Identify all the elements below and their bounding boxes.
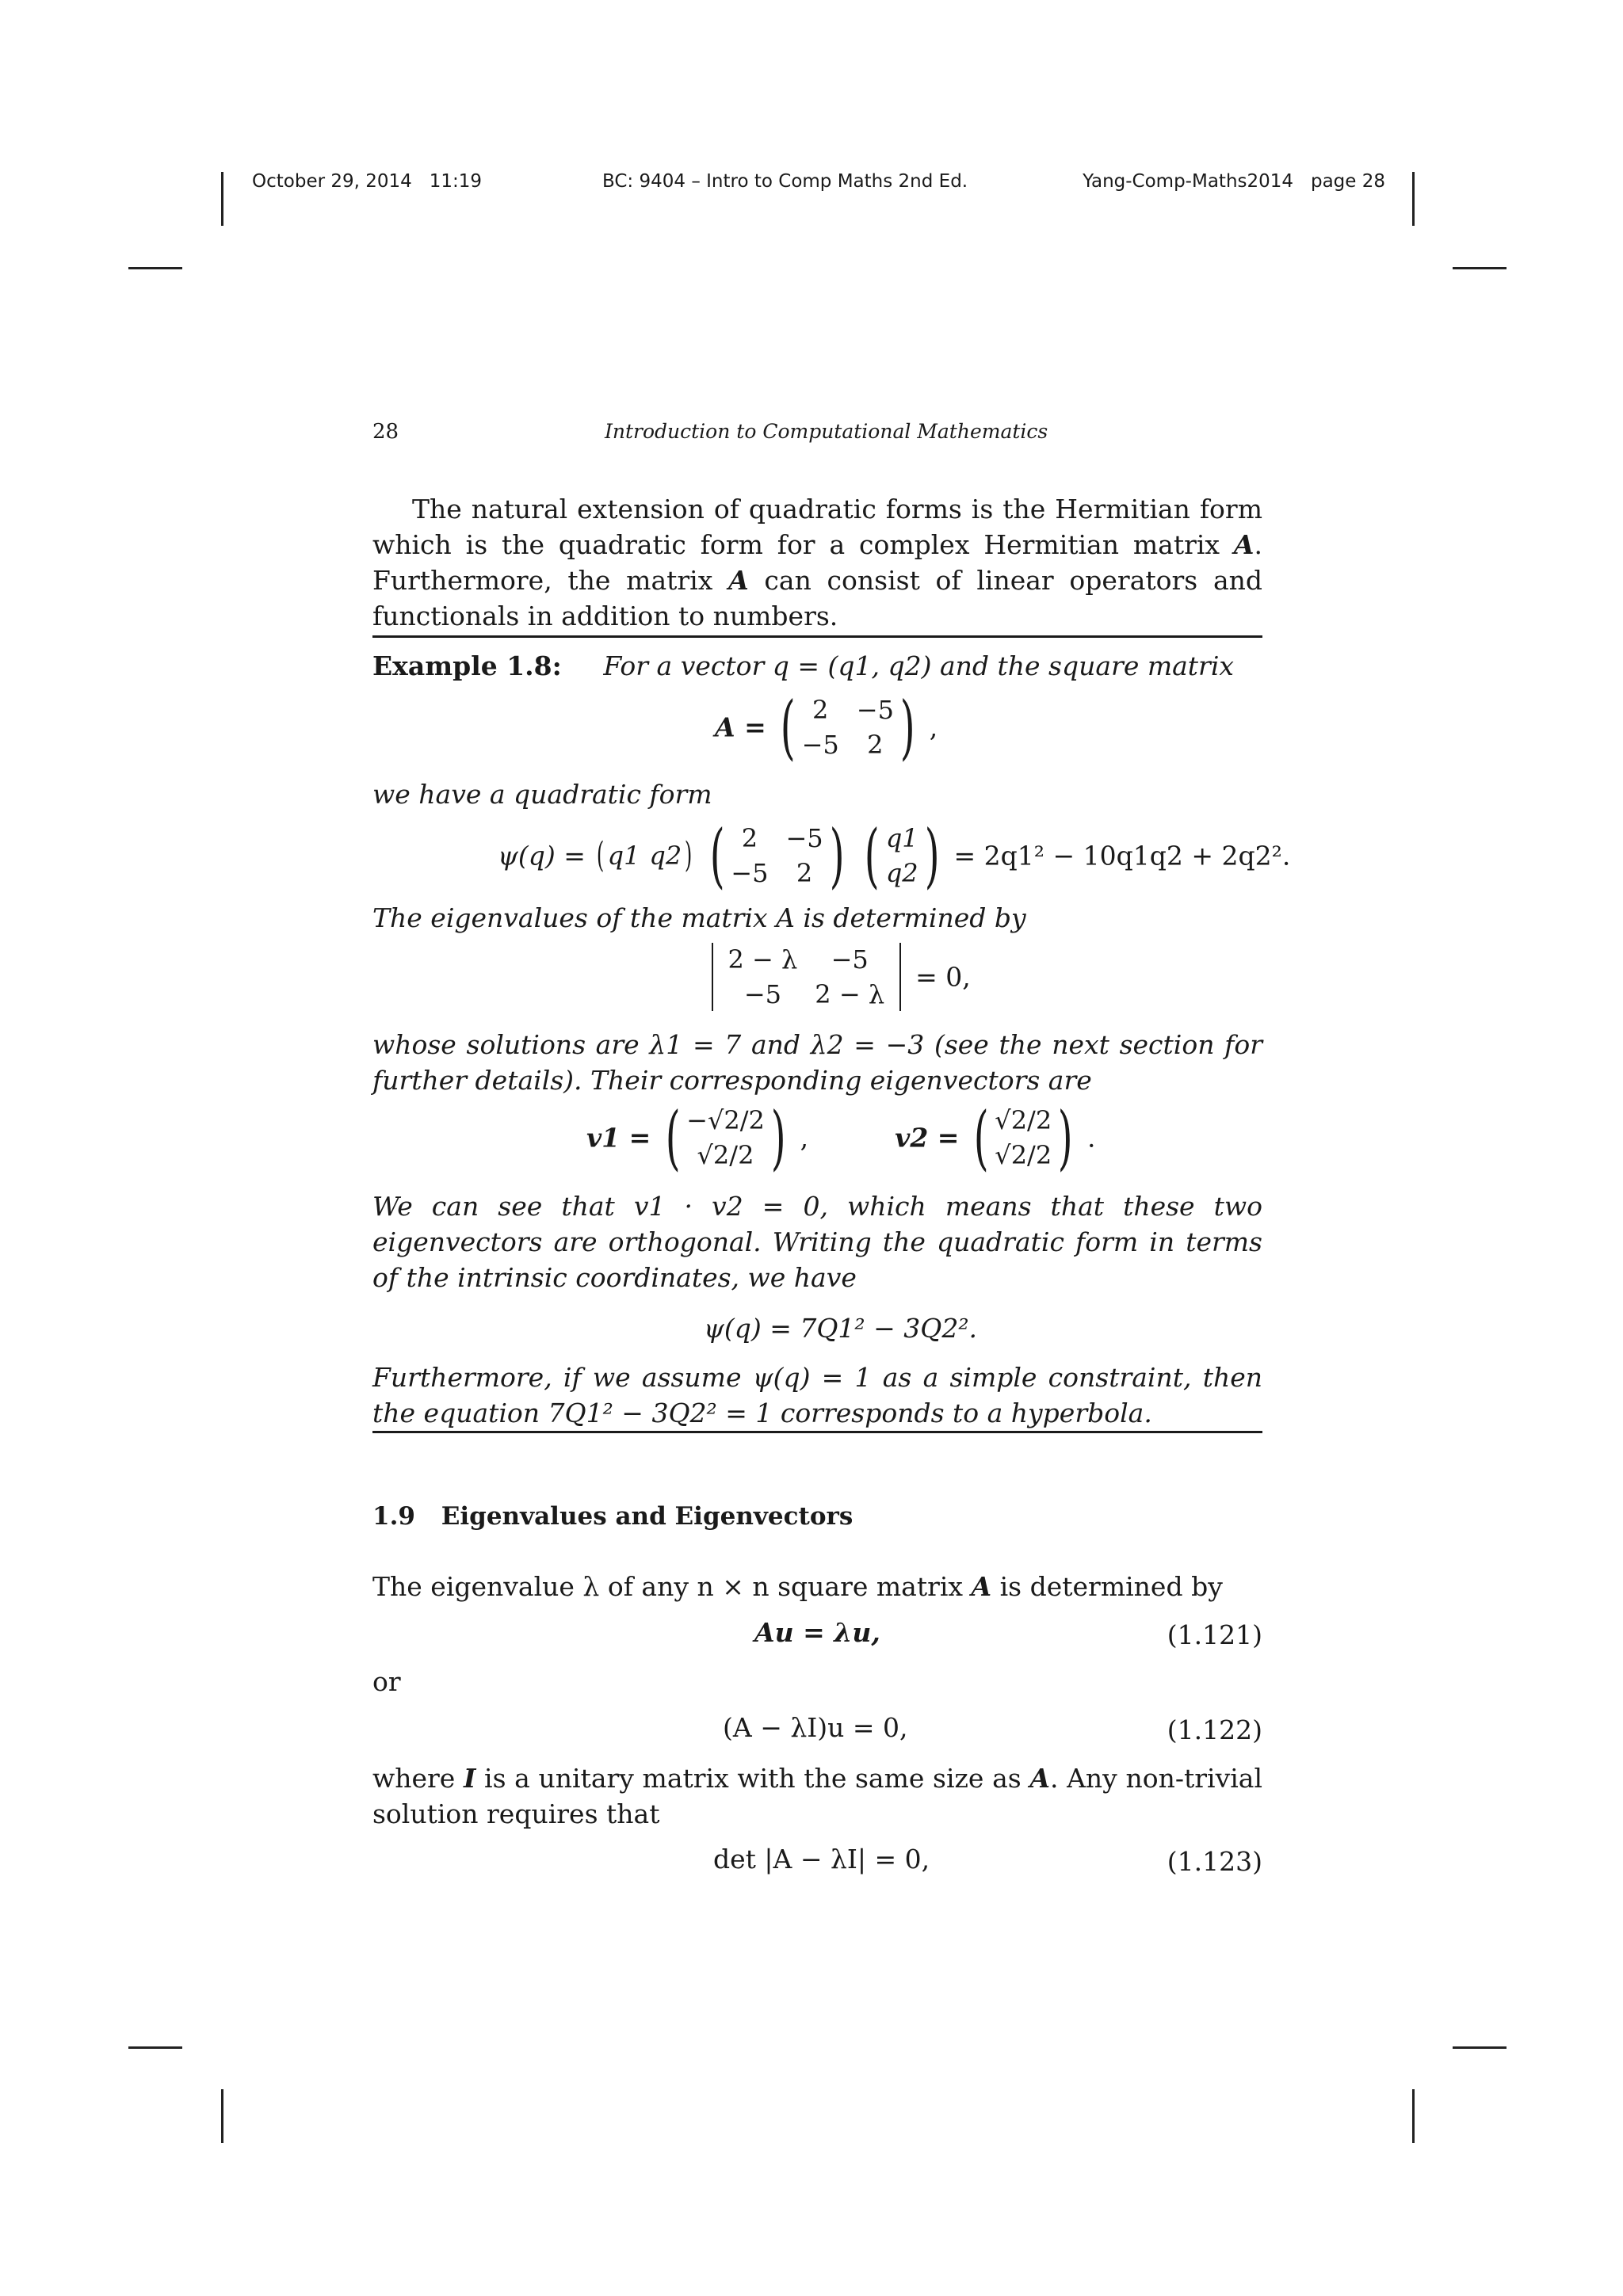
header-page: page 28 <box>1310 171 1385 192</box>
running-head <box>372 420 1262 448</box>
crop-mark-bottom-left-horizontal <box>128 2046 182 2049</box>
crop-mark-top-left-vertical <box>221 172 223 226</box>
crop-mark-top-right-horizontal <box>1453 267 1507 269</box>
row-vector: ( q1 q2 ) <box>597 835 693 875</box>
eigenvector-equations: v1 = ( −√2/2 √2/2 ) , v2 = ( √2/2 √2/2 ) . <box>586 1097 1096 1178</box>
intrinsic-equation: ψ(q) = 7Q1² − 3Q2². <box>704 1313 978 1344</box>
crop-mark-bottom-left-vertical <box>221 2089 223 2143</box>
print-header <box>252 171 1385 196</box>
equation-number-1-123: (1.123) <box>1167 1846 1262 1877</box>
crop-mark-bottom-right-horizontal <box>1453 2046 1507 2049</box>
intro-paragraph: The natural extension of quadratic forms is the Hermitian form which is the quadratic form for a complex Hermitian matrix A. Furthermore, the matrix A can consist of linear operators and functionals in addition to numbers. <box>372 494 1262 631</box>
matrix-a-equation: A = ( 2 −5 −5 2 ) , <box>715 686 938 768</box>
crop-mark-top-right-vertical <box>1412 172 1415 226</box>
quadratic-form-equation: ψ(q) = ( q1 q2 ) ( 2 −5 −5 2 ) ( q1 q2 ) = 2q1² − 10q1q2 + 2q2². <box>498 814 1291 896</box>
orthogonality-text: We can see that v1 · v2 = 0, which means that these two eigenvectors are orthogonal. Writing the quadratic form in terms of the intrinsic coordinates, we have <box>372 1191 1262 1293</box>
matrix-symbol: A <box>728 565 749 596</box>
eigenvector-v2: ( √2/2 √2/2 ) <box>973 1097 1073 1178</box>
matrix-symbol: A <box>1233 529 1254 560</box>
equation-1-123: det |A − λI| = 0, <box>713 1844 930 1875</box>
header-time: 11:19 <box>429 171 483 192</box>
equation-1-122: (A − λI)u = 0, <box>723 1712 908 1743</box>
quad-intro: we have a quadratic form <box>372 779 712 810</box>
section-title: Eigenvalues and Eigenvectors <box>441 1502 854 1531</box>
closing-text: Furthermore, if we assume ψ(q) = 1 as a simple constraint, then the equation 7Q1² − 3Q2² = 1 corresponds to a hyperbola. <box>372 1362 1262 1428</box>
running-title: Introduction to Computational Mathematics <box>605 420 1048 443</box>
eigenvector-v1: ( −√2/2 √2/2 ) <box>665 1097 786 1178</box>
example-bottom-rule <box>372 1431 1262 1433</box>
example-top-rule <box>372 635 1262 638</box>
solutions-text: whose solutions are λ1 = 7 and λ2 = −3 (see the next section for further details). Their corresponding eigenvectors are <box>372 1029 1262 1096</box>
page-number: 28 <box>372 420 399 444</box>
section-number: 1.9 <box>372 1502 415 1531</box>
header-book: BC: 9404 – Intro to Comp Maths 2nd Ed. <box>602 171 968 192</box>
determinant-equation: 2 − λ −5 −5 2 − λ = 0, <box>705 943 971 1011</box>
crop-mark-top-left-horizontal <box>128 267 182 269</box>
equation-1-121: Au = λu, <box>754 1617 880 1648</box>
section-paragraph-2: where I is a unitary matrix with the same size as A. Any non-trivial solution requires that <box>372 1763 1263 1829</box>
example-heading <box>372 648 1234 684</box>
crop-mark-bottom-right-vertical <box>1412 2089 1415 2143</box>
equation-number-1-121: (1.121) <box>1167 1619 1262 1650</box>
column-vector: ( q1 q2 ) <box>865 814 940 896</box>
header-date: October 29, 2014 <box>252 171 412 192</box>
section-paragraph-1: The eigenvalue λ of any n × n square matrix A is determined by <box>372 1571 1223 1602</box>
quad-matrix: ( 2 −5 −5 2 ) <box>709 814 845 896</box>
example-label: Example 1.8: <box>372 650 562 681</box>
section-heading <box>372 1502 853 1531</box>
eigen-intro: The eigenvalues of the matrix A is determined by <box>372 902 1026 933</box>
matrix-a: ( 2 −5 −5 2 ) <box>780 686 915 768</box>
or-connector: or <box>372 1666 401 1697</box>
example-lead: For a vector q = (q1, q2) and the square matrix <box>603 650 1235 681</box>
header-file: Yang-Comp-Maths2014 <box>1083 171 1294 192</box>
equation-number-1-122: (1.122) <box>1167 1714 1262 1745</box>
